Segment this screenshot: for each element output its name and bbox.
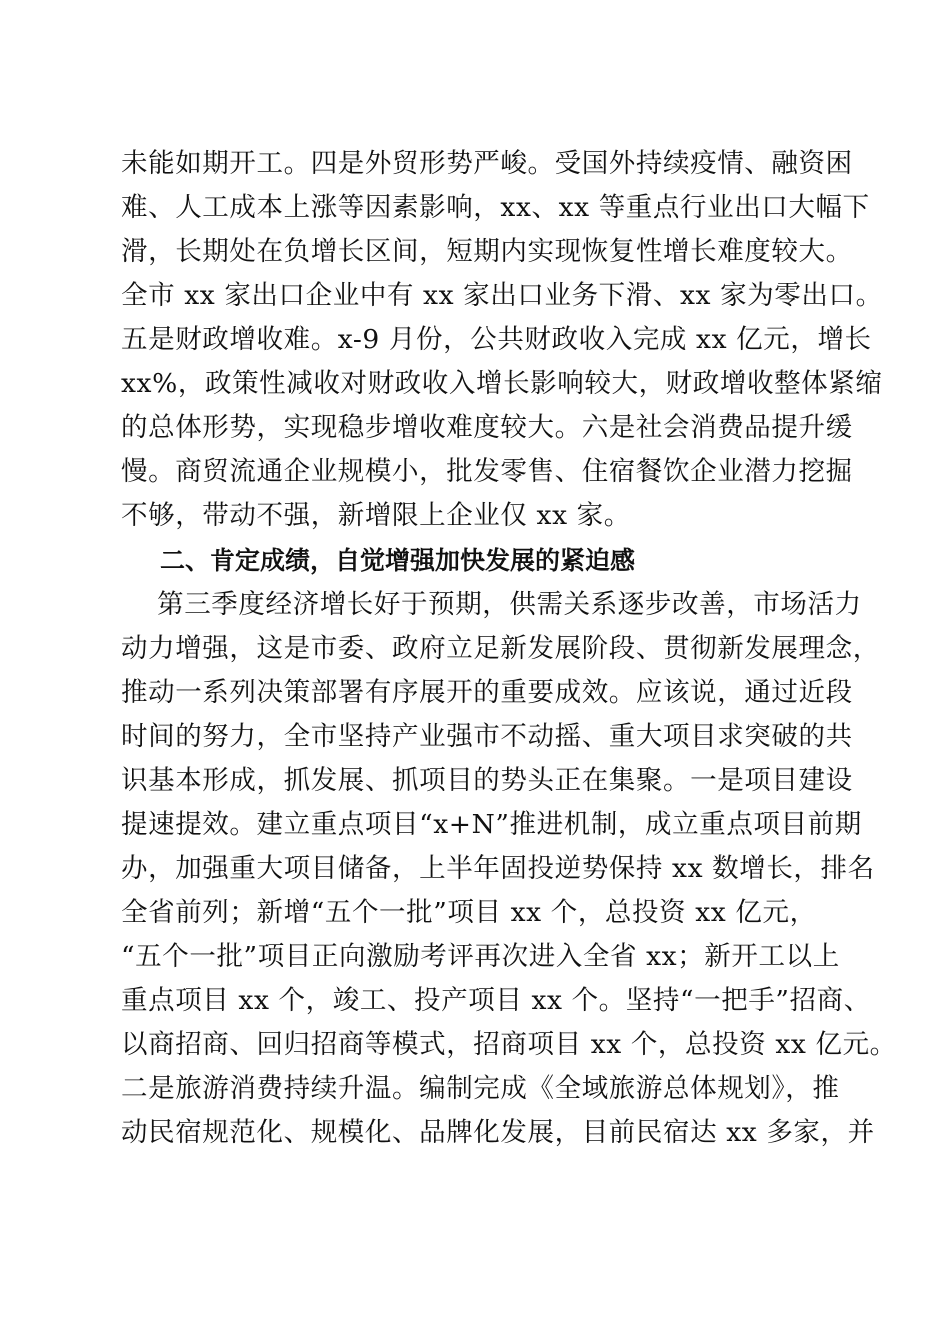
- body-text-line: “五个一批”项目正向激励考评再次进入全省 xx；新开工以上: [121, 941, 840, 972]
- body-text-line: 五是财政增收难。x-9 月份，公共财政收入完成 xx 亿元，增长: [121, 324, 872, 355]
- body-text-line: 以商招商、回归招商等模式，招商项目 xx 个，总投资 xx 亿元。: [121, 1029, 897, 1060]
- body-text-line: 时间的努力，全市坚持产业强市不动摇、重大项目求突破的共: [121, 721, 853, 752]
- body-text-line: 重点项目 xx 个，竣工、投产项目 xx 个。坚持“一把手”招商、: [121, 985, 871, 1016]
- body-text-line: 难、人工成本上涨等因素影响，xx、xx 等重点行业出口大幅下: [121, 192, 870, 223]
- body-text-line: 办，加强重大项目储备，上半年固投逆势保持 xx 数增长，排名: [121, 853, 875, 884]
- body-text-line: 第三季度经济增长好于预期，供需关系逐步改善，市场活力: [121, 589, 862, 620]
- body-text-line: 全市 xx 家出口企业中有 xx 家出口业务下滑、xx 家为零出口。: [121, 280, 883, 311]
- body-text-line: 动民宿规范化、规模化、品牌化发展，目前民宿达 xx 多家，并: [121, 1117, 875, 1148]
- body-text-line: 不够，带动不强，新增限上企业仅 xx 家。: [121, 500, 631, 531]
- body-text-line: 全省前列；新增“五个一批”项目 xx 个，总投资 xx 亿元，: [121, 897, 817, 928]
- body-text-line: 慢。商贸流通企业规模小，批发零售、住宿餐饮企业潜力挖掘: [121, 456, 853, 487]
- body-text-line: 未能如期开工。四是外贸形势严峻。受国外持续疫情、融资困: [121, 148, 853, 179]
- body-text-line: 提速提效。建立重点项目“x+N”推进机制，成立重点项目前期: [121, 809, 862, 840]
- body-text-line: 识基本形成，抓发展、抓项目的势头正在集聚。一是项目建设: [121, 765, 853, 796]
- body-text-line: 动力增强，这是市委、政府立足新发展阶段、贯彻新发展理念，: [121, 633, 880, 664]
- body-text-line: 的总体形势，实现稳步增收难度较大。六是社会消费品提升缓: [121, 412, 853, 443]
- body-text-line: 推动一系列决策部署有序展开的重要成效。应该说，通过近段: [121, 677, 853, 708]
- body-text-line: 二是旅游消费持续升温。编制完成《全域旅游总体规划》，推: [121, 1073, 840, 1104]
- body-text-line: 滑，长期处在负增长区间，短期内实现恢复性增长难度较大。: [121, 236, 853, 267]
- body-text-line: xx%，政策性减收对财政收入增长影响较大，财政增收整体紧缩: [121, 368, 883, 399]
- section-heading: 二、肯定成绩，自觉增强加快发展的紧迫感: [160, 546, 636, 575]
